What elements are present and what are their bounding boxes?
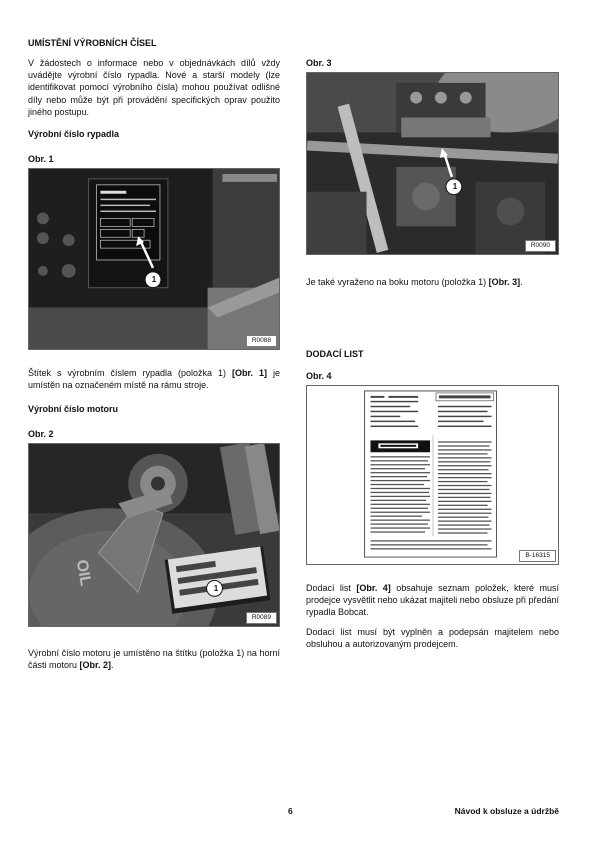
figure-1-photo — [29, 169, 279, 349]
fig4-reference: [Obr. 4] — [356, 583, 391, 593]
fig1-reference: [Obr. 1] — [231, 368, 267, 378]
figure-3-engine-stamp — [306, 72, 559, 255]
fig4-code: B-16315 — [519, 550, 556, 562]
fig3-reference: [Obr. 3] — [488, 277, 521, 287]
fig2-code: R0089 — [246, 612, 277, 624]
page-number: 6 — [288, 806, 293, 816]
fig1-label: Obr. 1 — [28, 154, 54, 164]
fig2-callout-number: 1 — [213, 584, 219, 593]
delivery-paragraph-2: Dodací list musí být vyplněn a podepsán majitelem nebo obsluhou a autorizovaným prodejcem. — [306, 627, 559, 650]
fig2-reference: [Obr. 2] — [79, 660, 112, 671]
figure-4-illustration — [307, 386, 558, 564]
figure-3-photo — [307, 73, 558, 254]
figure-2-photo — [29, 444, 279, 626]
fig1-callout-number: 1 — [151, 275, 157, 284]
fig1-paragraph: Štítek s výrobním číslem rypadla (položka 1) [Obr. 1] je umístěn na označeném místě na rámu stroje. — [28, 368, 280, 391]
delivery-heading: DODACÍ LIST — [306, 349, 364, 359]
figure-4-delivery-report — [306, 385, 559, 565]
fig2-label: Obr. 2 — [28, 429, 54, 439]
section-title: UMÍSTĚNÍ VÝROBNÍCH ČÍSEL — [28, 38, 157, 48]
fig3-paragraph: Je také vyraženo na boku motoru (položka 1) [Obr. 3]. — [306, 277, 523, 287]
manual-title: Návod k obsluze a údržbě — [454, 806, 559, 816]
fig3-callout-number: 1 — [452, 182, 458, 191]
fig4-label: Obr. 4 — [306, 371, 332, 381]
figure-2-engine-serial-label — [28, 443, 280, 627]
machine-serial-heading: Výrobní číslo rypadla — [28, 129, 120, 139]
engine-serial-heading: Výrobní číslo motoru — [28, 404, 119, 414]
fig2-paragraph: Výrobní číslo motoru je umístěno na štítku (položka 1) na horní části motoru [Obr. 2]. — [28, 648, 280, 671]
figure-1-machine-serial-plate — [28, 168, 280, 350]
intro-paragraph: V žádostech o informace nebo v objednávkách dílů vždy uvádějte výrobní číslo rypadla. Nové a starší modely (lze identifikovat pomocí výrobního čísla) mohou používat odlišné díly nebo může být při provádění specifických oprav použito jiného postupu. — [28, 58, 280, 117]
fig4-paragraph: Dodací list [Obr. 4] obsahuje seznam položek, které musí prodejce vysvětlit nebo ukázat majiteli nebo obsluze při předání rypadla Bobcat. — [306, 583, 559, 618]
fig1-code: R0088 — [246, 335, 277, 347]
fig3-code: R0090 — [525, 240, 556, 252]
svg-text:OIL: OIL — [72, 558, 95, 588]
fig3-label: Obr. 3 — [306, 58, 332, 68]
